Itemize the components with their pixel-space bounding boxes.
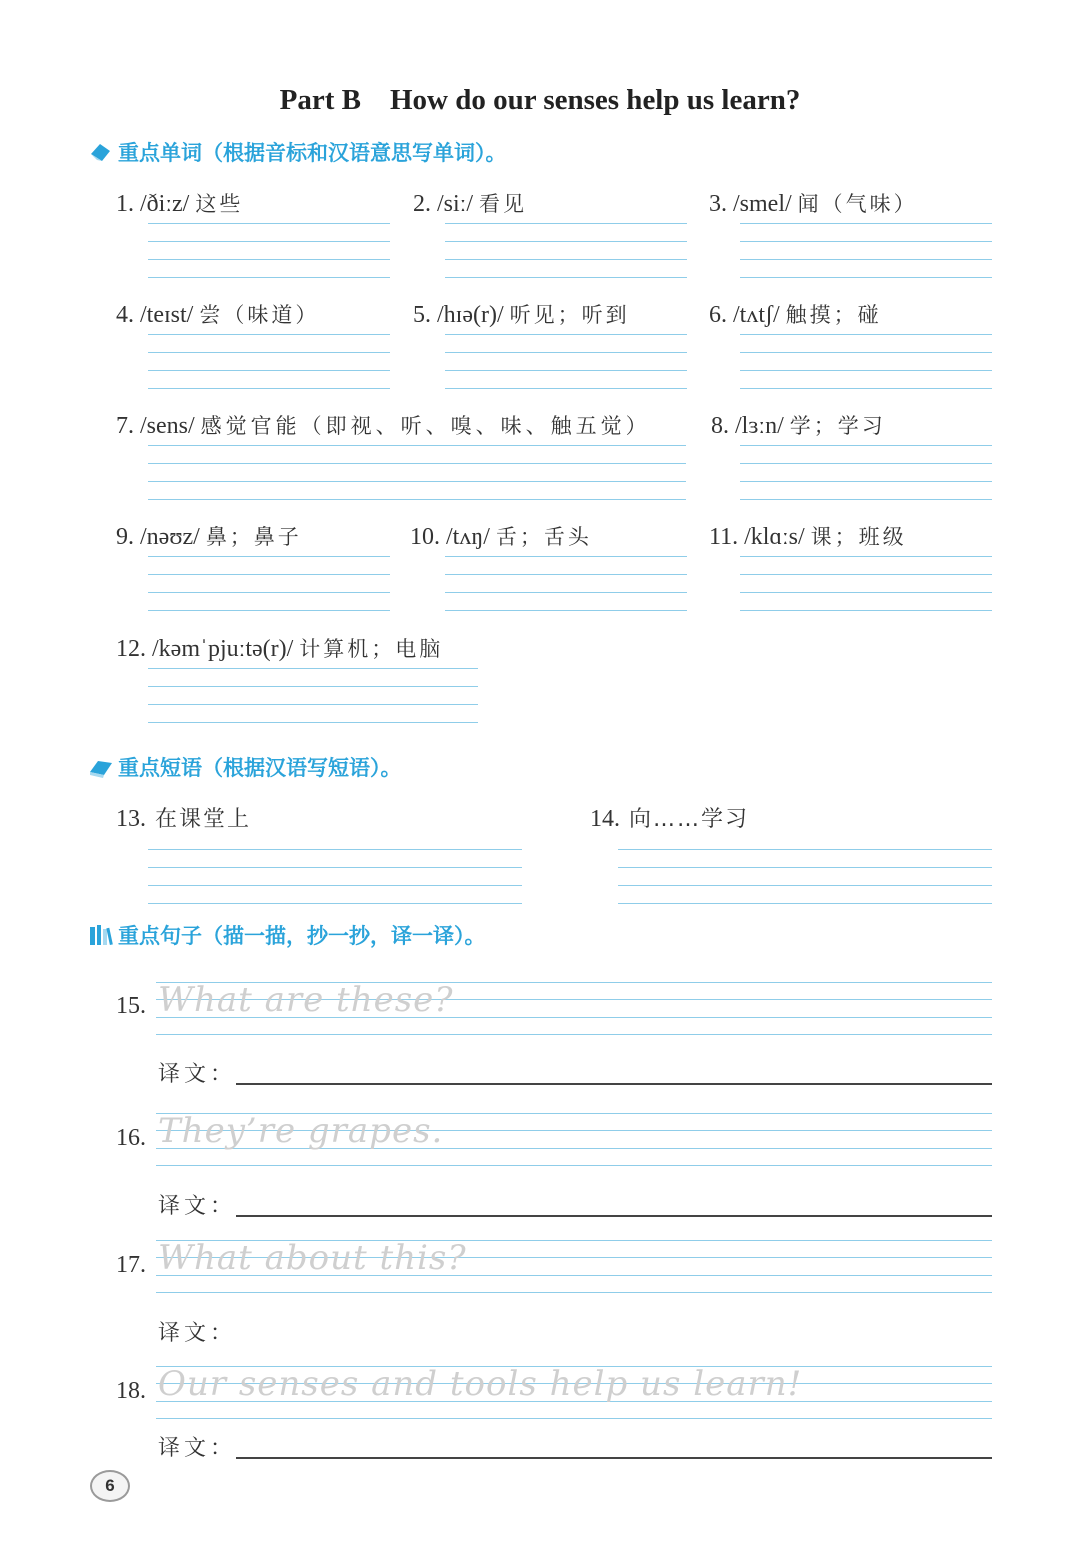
section-heading-words (88, 137, 507, 167)
eraser-icon (88, 139, 114, 165)
word-label: 12. /kəmˈpjuːtə(r)/ 计算机；电脑 (116, 636, 444, 662)
trace-sentence: Our senses and tools help us learn! (158, 1364, 803, 1404)
books-icon (88, 922, 114, 948)
translation-answer-line[interactable] (236, 1457, 992, 1459)
word-label: 6. /tʌtʃ/ 触摸；碰 (709, 302, 882, 328)
translation-label: 译文： (158, 1062, 237, 1087)
word-label: 5. /hɪə(r)/ 听见；听到 (413, 302, 630, 328)
section-heading-phrases (88, 752, 402, 782)
writing-lines[interactable] (740, 223, 992, 279)
writing-lines[interactable] (148, 849, 522, 905)
sentence-number: 15. (116, 993, 146, 1019)
translation-answer-line[interactable] (236, 1083, 992, 1085)
writing-lines[interactable] (148, 334, 390, 390)
translation-label: 译文： (158, 1321, 237, 1346)
writing-lines[interactable] (740, 334, 992, 390)
word-label: 1. /ðiːz/ 这些 (116, 191, 244, 217)
writing-lines[interactable] (740, 445, 992, 501)
writing-lines[interactable] (740, 556, 992, 612)
word-label: 3. /smel/ 闻（气味） (709, 191, 918, 217)
translation-label: 译文： (158, 1194, 237, 1219)
sentence-number: 16. (116, 1125, 146, 1151)
writing-lines[interactable] (445, 556, 687, 612)
sentence-number: 18. (116, 1378, 146, 1404)
section-heading-sentences-text: 重点句子（描一描，抄一抄，译一译）。 (118, 924, 486, 948)
sentence-number: 17. (116, 1252, 146, 1278)
translation-answer-line[interactable] (236, 1215, 992, 1217)
writing-lines[interactable] (445, 223, 687, 279)
writing-lines[interactable] (445, 334, 687, 390)
page-title: Part B How do our senses help us learn? (279, 84, 801, 116)
section-heading-sentences (88, 920, 486, 950)
word-label: 7. /sens/ 感觉官能（即视、听、嗅、味、触五觉） (116, 413, 651, 439)
writing-lines[interactable] (148, 445, 686, 501)
word-label: 8. /lɜːn/ 学；学习 (711, 413, 886, 439)
word-label: 2. /siː/ 看见 (413, 191, 528, 217)
phrase-label: 14. 向……学习 (590, 806, 750, 832)
word-label: 4. /teɪst/ 尝（味道） (116, 302, 320, 328)
trace-sentence: They’re grapes. (158, 1111, 444, 1151)
word-label: 11. /klɑːs/ 课；班级 (709, 524, 907, 550)
section-heading-phrases-text: 重点短语（根据汉语写短语）。 (118, 756, 402, 780)
phrase-label: 13. 在课堂上 (116, 806, 252, 832)
writing-lines[interactable] (148, 223, 390, 279)
word-label: 10. /tʌŋ/ 舌；舌头 (410, 524, 592, 550)
section-heading-words-text: 重点单词（根据音标和汉语意思写单词）。 (118, 141, 507, 165)
word-label: 9. /nəʊz/ 鼻；鼻子 (116, 524, 302, 550)
notebook-icon (88, 754, 114, 780)
writing-lines[interactable] (148, 668, 478, 724)
page-number: 6 (90, 1470, 130, 1502)
writing-lines[interactable] (618, 849, 992, 905)
trace-sentence: What are these? (158, 980, 454, 1020)
writing-lines[interactable] (148, 556, 390, 612)
trace-sentence: What about this? (158, 1238, 467, 1278)
translation-label: 译文： (158, 1436, 237, 1461)
